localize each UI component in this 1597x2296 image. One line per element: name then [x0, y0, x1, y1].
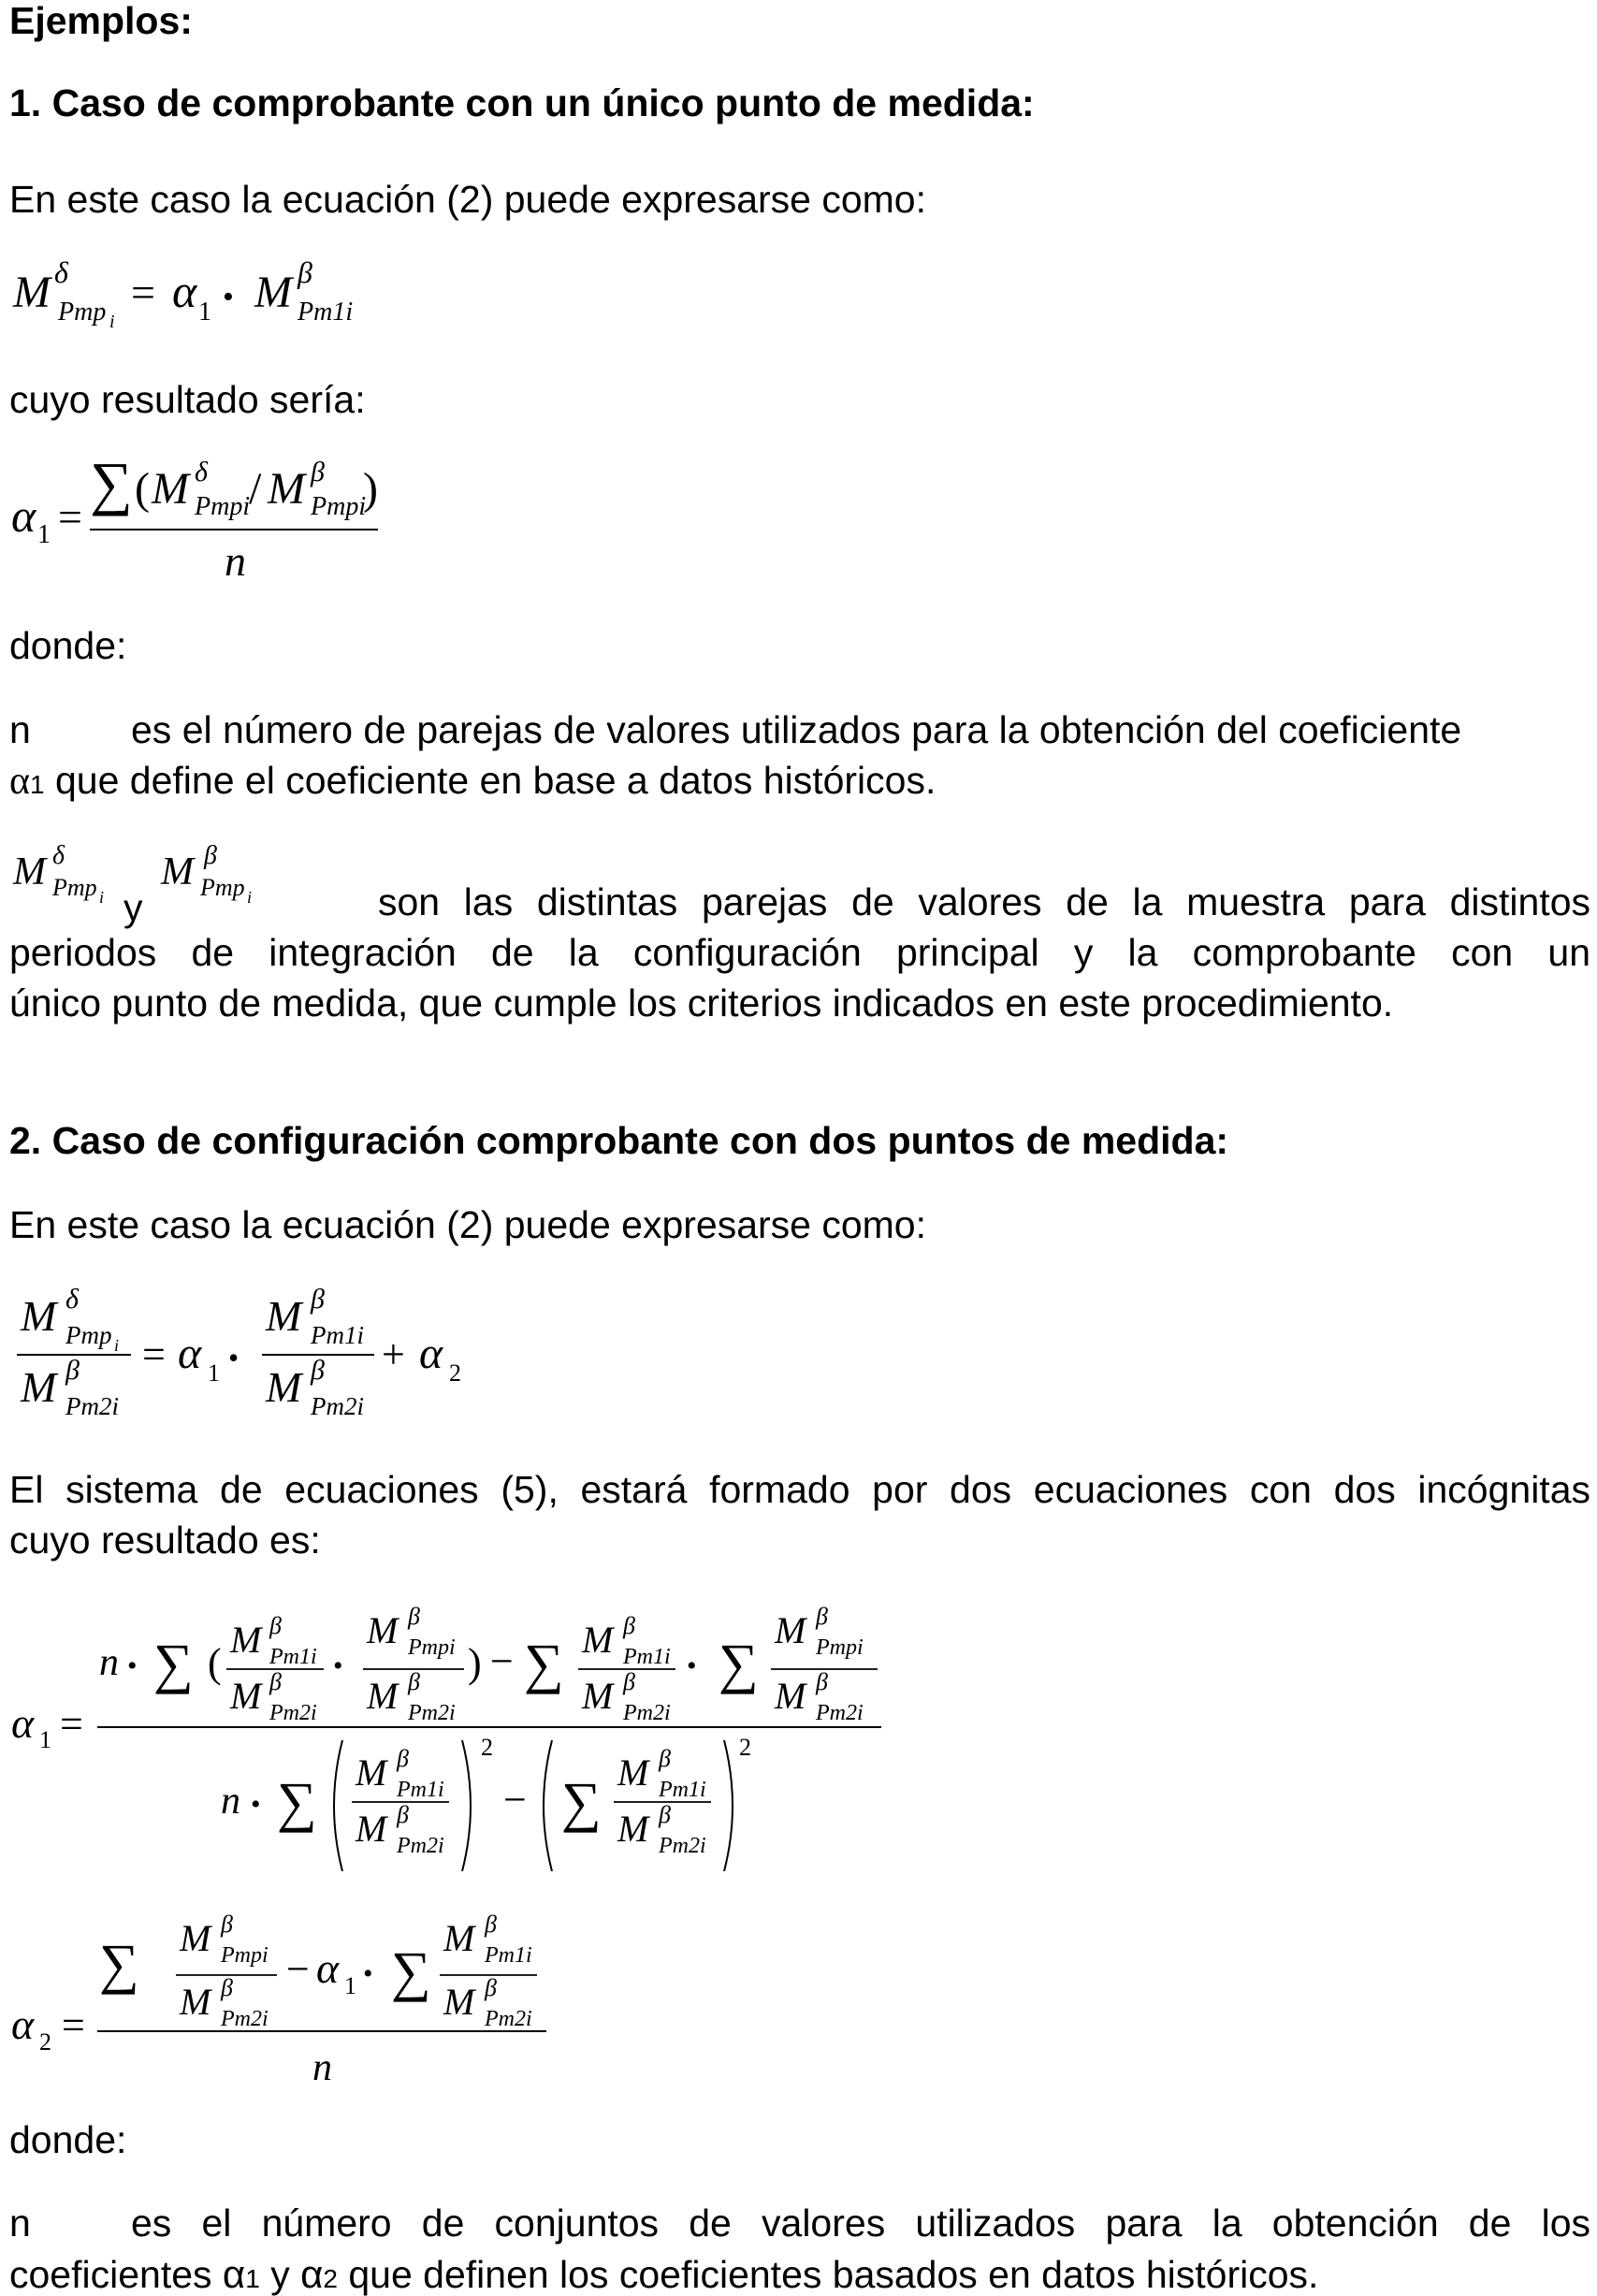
symbol-M: M [443, 1981, 475, 2023]
subscript-Pm2i: Pm2i [485, 2007, 532, 2031]
case2-intro: En este caso la ecuación (2) puede expresarse como: [9, 1203, 926, 1246]
symbol-beta: β [623, 1668, 635, 1695]
subscript-Pm2i: Pm2i [408, 1701, 456, 1725]
symbol-alpha: α [222, 2252, 246, 2296]
symbol-beta: β [408, 1668, 420, 1695]
sum-sign: ∑ [90, 450, 133, 516]
alpha1-description: que define el coeficiente en base a datos históricos. [55, 759, 936, 802]
section-title-examples: Ejemplos: [9, 0, 193, 42]
subscript-Pm2i: Pm2i [311, 1392, 364, 1420]
symbol-M: M [775, 1609, 806, 1651]
sum-sign: ∑ [277, 1771, 317, 1833]
dot-operator: • [251, 1789, 261, 1820]
subscript-1: 1 [208, 1359, 220, 1387]
big-left-paren [544, 1740, 552, 1871]
symbol-beta: β [311, 1355, 325, 1386]
big-right-paren [724, 1740, 733, 1871]
subscript-1: 1 [198, 298, 211, 327]
subscript-Pmpi: Pmpi [195, 492, 251, 521]
symbol-beta: β [397, 1745, 409, 1772]
plus-sign: + [382, 1331, 405, 1377]
case2-donde: donde: [9, 2118, 127, 2161]
case2-alpha2-formula [0, 1904, 1597, 2086]
case2-system-line1: El sistema de ecuaciones (5), estará formado por dos ecuaciones con dos incógnitas [9, 1468, 1590, 1511]
symbol-alpha: α [300, 2252, 324, 2296]
symbol-M: M [582, 1675, 614, 1717]
subscript-Pmpi: Pmpi [408, 1635, 456, 1660]
sum-sign: ∑ [719, 1633, 759, 1694]
subscript-i: i [114, 1336, 120, 1355]
symbol-alpha: α [11, 1699, 35, 1747]
symbol-M: M [443, 1917, 475, 1959]
case1-alpha1-formula [0, 449, 1597, 589]
symbol-n: n [221, 1780, 240, 1823]
case2-equation [0, 1272, 1597, 1431]
subscript-Pm2i: Pm2i [65, 1392, 119, 1420]
symbol-M: M [266, 1363, 302, 1411]
case1-pairs-line2: periodos de integración de la configuración principal y la comprobante con un [9, 931, 1590, 974]
subscript-1: 1 [245, 2264, 260, 2293]
symbol-M: M [21, 1363, 57, 1411]
symbol-M: M [266, 1292, 302, 1340]
symbol-n: n [312, 2046, 332, 2086]
symbol-M: M [775, 1675, 806, 1717]
symbol-alpha: α [11, 2000, 35, 2048]
left-paren: ( [208, 1640, 222, 1686]
equals-sign: = [58, 493, 82, 541]
symbol-M: M [230, 1675, 262, 1717]
sum-sign: ∑ [391, 1940, 431, 2002]
subscript-Pmp: Pmp [200, 874, 245, 901]
symbol-beta: β [485, 1911, 497, 1938]
symbol-delta: δ [54, 255, 68, 289]
symbol-beta: β [269, 1668, 282, 1695]
subscript-Pm1i: Pm1i [659, 1778, 706, 1802]
symbol-alpha: α [172, 265, 197, 317]
case2-system-line2: cuyo resultado es: [9, 1519, 321, 1562]
subscript-Pm1i: Pm1i [485, 1943, 532, 1968]
subscript-Pmp: Pmp [58, 298, 107, 327]
sum-sign: ∑ [99, 1933, 139, 1995]
symbol-beta: β [623, 1612, 635, 1639]
symbol-beta: β [659, 1801, 671, 1828]
case1-intro: En este caso la ecuación (2) puede expresarse como: [9, 178, 926, 221]
symbol-M: M [180, 1917, 211, 1959]
case1-pairs-y: y [123, 886, 143, 929]
subscript-Pmp: Pmp [52, 874, 97, 901]
dot-operator: • [687, 1650, 697, 1681]
subscript-Pm1i: Pm1i [397, 1778, 444, 1802]
case2-coef-line [9, 2252, 1319, 2296]
symbol-M: M [356, 1808, 387, 1850]
exponent-2: 2 [739, 1734, 751, 1761]
subscript-Pm2i: Pm2i [269, 1701, 317, 1725]
division-slash: / [249, 464, 262, 514]
coef-suffix: que definen los coeficientes basados en datos históricos. [348, 2253, 1319, 2296]
dot-operator: • [223, 280, 234, 314]
symbol-M: M [180, 1981, 211, 2023]
symbol-delta: δ [65, 1284, 79, 1315]
exponent-2: 2 [481, 1734, 493, 1761]
subscript-i: i [99, 888, 105, 907]
subscript-1: 1 [39, 1726, 51, 1753]
subscript-i: i [247, 888, 253, 907]
symbol-beta: β [485, 1974, 497, 2001]
symbol-M: M [13, 850, 46, 894]
case1-donde: donde: [9, 624, 127, 667]
equals-sign: = [60, 1701, 83, 1747]
equals-sign: = [62, 2002, 85, 2048]
subscript-Pm2i: Pm2i [816, 1701, 864, 1725]
dot-operator: • [363, 1958, 373, 1989]
coef-and: y [270, 2253, 290, 2296]
dot-operator: • [333, 1650, 343, 1681]
symbol-beta: β [408, 1603, 420, 1630]
symbol-beta: β [65, 1355, 80, 1386]
symbol-n: n [99, 1641, 119, 1684]
symbol-beta: β [397, 1801, 409, 1828]
symbol-M: M [13, 268, 51, 317]
case1-result-intro: cuyo resultado sería: [9, 378, 366, 421]
symbol-beta: β [311, 457, 325, 487]
right-paren: ) [363, 464, 378, 514]
dot-operator: • [127, 1650, 138, 1681]
subscript-Pm2i: Pm2i [623, 1701, 671, 1725]
symbol-M: M [617, 1751, 649, 1794]
case2-alpha1-formula [0, 1591, 1597, 1871]
case1-pairs-line1: son las distintas parejas de valores de la muestra para distintos [378, 880, 1590, 923]
case2-heading: 2. Caso de configuración comprobante con dos puntos de medida: [9, 1119, 1229, 1162]
case2-n-symbol: n [9, 2202, 31, 2245]
sum-sign: ∑ [153, 1633, 194, 1694]
case1-n-symbol: n [9, 708, 31, 751]
subscript-Pmpi: Pmpi [816, 1635, 864, 1660]
big-left-paren [334, 1740, 342, 1871]
symbol-M: M [254, 268, 292, 317]
minus-sign: − [286, 1946, 310, 1992]
symbol-beta: β [221, 1974, 233, 2001]
subscript-Pm1i: Pm1i [298, 298, 354, 327]
right-paren: ) [468, 1640, 482, 1686]
coef-prefix: coeficientes [9, 2253, 212, 2296]
symbol-alpha: α [11, 489, 36, 542]
case1-n-description: es el número de parejas de valores utilizados para la obtención del coeficiente [131, 708, 1462, 751]
symbol-M: M [230, 1619, 262, 1661]
left-paren: ( [135, 464, 150, 514]
subscript-1: 1 [30, 770, 45, 799]
symbol-M: M [367, 1675, 399, 1717]
symbol-M: M [356, 1751, 387, 1794]
symbol-alpha: α [419, 1329, 443, 1378]
symbol-beta: β [816, 1668, 828, 1695]
minus-sign: − [490, 1638, 514, 1684]
case1-pairs-line3: único punto de medida, que cumple los criterios indicados en este procedimiento. [9, 981, 1394, 1024]
subscript-Pm1i: Pm1i [269, 1645, 317, 1669]
symbol-alpha: α [178, 1329, 202, 1378]
equals-sign: = [131, 269, 155, 316]
symbol-beta: β [204, 841, 217, 870]
sum-sign: ∑ [561, 1771, 602, 1833]
symbol-beta: β [311, 1284, 325, 1315]
subscript-Pmpi: Pmpi [311, 492, 367, 521]
subscript-Pm2i: Pm2i [397, 1834, 444, 1858]
equals-sign: = [142, 1331, 166, 1377]
subscript-Pm1i: Pm1i [623, 1645, 671, 1669]
case1-equation [0, 253, 1597, 346]
subscript-Pmp: Pmp [65, 1321, 112, 1349]
symbol-beta: β [221, 1911, 233, 1938]
symbol-alpha: α [9, 760, 31, 803]
symbol-delta: δ [195, 457, 208, 487]
symbol-M: M [617, 1808, 649, 1850]
subscript-Pm2i: Pm2i [221, 2007, 269, 2031]
symbol-M: M [367, 1609, 399, 1651]
symbol-alpha: α [316, 1944, 340, 1992]
subscript-2: 2 [449, 1359, 461, 1387]
symbol-M: M [152, 464, 189, 514]
subscript-Pm2i: Pm2i [659, 1834, 706, 1858]
case1-alpha1-line [9, 759, 936, 803]
symbol-n: n [225, 537, 246, 585]
subscript-1: 1 [344, 1972, 356, 1999]
symbol-beta: β [298, 255, 312, 289]
symbol-beta: β [816, 1603, 828, 1630]
sum-sign: ∑ [524, 1633, 564, 1694]
case1-heading: 1. Caso de comprobante con un único punto de medida: [9, 81, 1035, 124]
subscript-Pm1i: Pm1i [311, 1321, 364, 1349]
subscript-i: i [109, 312, 115, 332]
minus-sign: − [503, 1777, 527, 1823]
symbol-M: M [161, 850, 194, 894]
symbol-M: M [582, 1619, 614, 1661]
symbol-M: M [21, 1292, 57, 1340]
big-right-paren [462, 1740, 471, 1871]
dot-operator: • [228, 1341, 240, 1374]
symbol-delta: δ [52, 841, 65, 870]
symbol-beta: β [659, 1745, 671, 1772]
subscript-Pmpi: Pmpi [221, 1943, 269, 1968]
subscript-1: 1 [37, 520, 51, 549]
symbol-M: M [268, 464, 305, 514]
symbol-beta: β [269, 1612, 282, 1639]
case2-n-description: es el número de conjuntos de valores utilizados para la obtención de los [131, 2202, 1590, 2245]
subscript-2: 2 [39, 2028, 51, 2056]
subscript-2: 2 [323, 2264, 338, 2293]
